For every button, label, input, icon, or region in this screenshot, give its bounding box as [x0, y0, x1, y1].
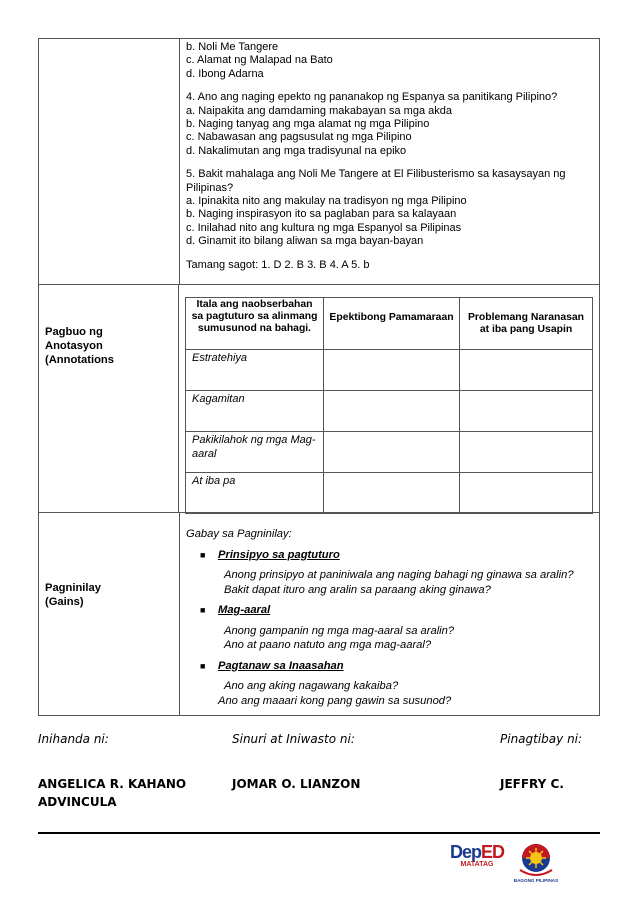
item-heading: Pagtanaw sa Inaasahan: [218, 659, 344, 672]
q5-option: d. Ginamit ito bilang aliwan sa mga bayan-bayan: [186, 235, 424, 248]
assessment-row: [39, 39, 599, 285]
col-header-problems: Problemang Naranasan at iba pang Usapin: [460, 298, 593, 350]
col-header-observed: Itala ang naobserbahan sa pagtuturo sa alinmang sumusunod na bahagi.: [186, 298, 324, 350]
q3-option: b. Noli Me Tangere: [186, 41, 279, 53]
empty-cell: [324, 432, 460, 473]
assessment-content: [180, 39, 599, 284]
preparer-name: ANGELICA R. KAHANO ADVINCULA: [38, 777, 187, 809]
prompt-line: Anong prinsipyo at paniniwala ang naging bahagi ng ginawa sa aralin?: [224, 569, 574, 581]
square-bullet-icon: ■: [200, 549, 206, 560]
answer-key: Tamang sagot: 1. D 2. B 3. B 4. A 5. b: [186, 258, 370, 271]
q4-option: b. Naging tanyag ang mga alamat ng mga Pilipino: [186, 118, 430, 131]
question-5-line2: Pilipinas?: [186, 181, 234, 194]
q4-option: c. Nabawasan ang pagsusulat ng mga Pilipino: [186, 131, 412, 144]
reflection-content: [180, 513, 599, 715]
item-heading: Mag-aaral: [218, 604, 271, 616]
footer-divider: [38, 832, 600, 834]
label-line: (Gains): [45, 596, 84, 608]
prompt-line: Anong gampanin ng mga mag-aaral sa aralin?: [224, 624, 455, 637]
item-prompts: [224, 624, 593, 653]
q4-option: d. Nakalimutan ang mga tradisyunal na epiko: [186, 144, 407, 157]
empty-cell: [460, 432, 593, 473]
square-bullet-icon: ■: [200, 660, 206, 671]
empty-cell: [460, 473, 593, 514]
reflection-guide-title: Gabay sa Pagninilay:: [186, 528, 292, 540]
table-row: [186, 473, 593, 514]
deped-logo: [448, 842, 506, 886]
annotations-row: [39, 285, 599, 513]
label-line: (Annotations: [45, 354, 114, 366]
matatag-text: MATATAG: [460, 861, 494, 868]
q3-option: c. Alamat ng Malapad na Bato: [186, 54, 333, 67]
q5-option: c. Inilahad nito ang kultura ng mga Espanyol sa Pilipinas: [186, 221, 462, 234]
assessment-label-cell: [39, 39, 180, 284]
row-label: Kagamitan: [186, 391, 324, 432]
prompt-line: Ano ang aking nagawang kakaiba?: [224, 680, 399, 692]
prompt-line: Ano at paano natuto ang mga mag-aaral?: [224, 639, 432, 651]
empty-cell: [324, 350, 460, 391]
approved-by-label: Pinagtibay ni:: [500, 732, 583, 746]
prompt-line: Ano ang maaari kong pang gawin sa susunod?: [218, 694, 452, 707]
empty-cell: [460, 350, 593, 391]
seal-caption: BAGONG PILIPINAS: [513, 878, 559, 883]
annotations-content: [179, 285, 599, 512]
footer-logos: [448, 838, 568, 888]
reflection-item: [200, 659, 593, 674]
item-prompts: [224, 568, 593, 597]
prompt-line: Bakit dapat ituro ang aralin sa paraang aking ginawa?: [224, 583, 491, 596]
table-row: [186, 391, 593, 432]
reflection-item: [200, 548, 593, 563]
observation-table: [185, 297, 593, 514]
label-line: Pagninilay: [45, 582, 101, 594]
reflection-item: [200, 603, 593, 618]
reviewer-name: JOMAR O. LIANZON: [232, 777, 361, 791]
approver-name: JEFFRY C.: [500, 777, 564, 791]
table-row: [186, 432, 593, 473]
reflection-label: [39, 513, 180, 715]
prepared-by-label: Inihanda ni:: [38, 732, 109, 746]
table-row: [186, 350, 593, 391]
deped-text-ed: ED: [481, 842, 505, 862]
item-prompts: [218, 679, 593, 708]
deped-text: Dep: [449, 842, 481, 862]
reflection-row: [39, 513, 599, 715]
q5-option: a. Ipinakita nito ang makulay na tradisyon ng mga Pilipino: [186, 195, 467, 208]
empty-cell: [460, 391, 593, 432]
question-5-line1: 5. Bakit mahalaga ang Noli Me Tangere at El Filibusterismo sa kasaysayan ng: [186, 168, 566, 181]
lesson-plan-table: [38, 38, 600, 716]
square-bullet-icon: ■: [200, 605, 206, 615]
col-header-effective: Epektibong Pamamaraan: [324, 298, 460, 350]
q3-option: d. Ibong Adarna: [186, 67, 264, 80]
empty-cell: [324, 391, 460, 432]
empty-cell: [324, 473, 460, 514]
row-label: Pakikilahok ng mga Mag-aaral: [186, 432, 324, 473]
label-line: Anotasyon: [45, 340, 103, 352]
item-heading: Prinsipyo sa pagtuturo: [218, 548, 340, 561]
row-label: Estratehiya: [186, 350, 324, 391]
question-4: 4. Ano ang naging epekto ng pananakop ng Espanya sa panitikang Pilipino?: [186, 91, 558, 104]
label-line: Pagbuo ng: [45, 326, 103, 338]
q5-option: b. Naging inspirasyon ito sa paglaban para sa kalayaan: [186, 208, 457, 221]
annotations-label: [39, 285, 179, 512]
row-label: At iba pa: [186, 473, 324, 514]
q4-option: a. Naipakita ang damdaming makabayan sa mga akda: [186, 104, 452, 117]
reviewed-by-label: Sinuri at Iniwasto ni:: [232, 732, 355, 746]
